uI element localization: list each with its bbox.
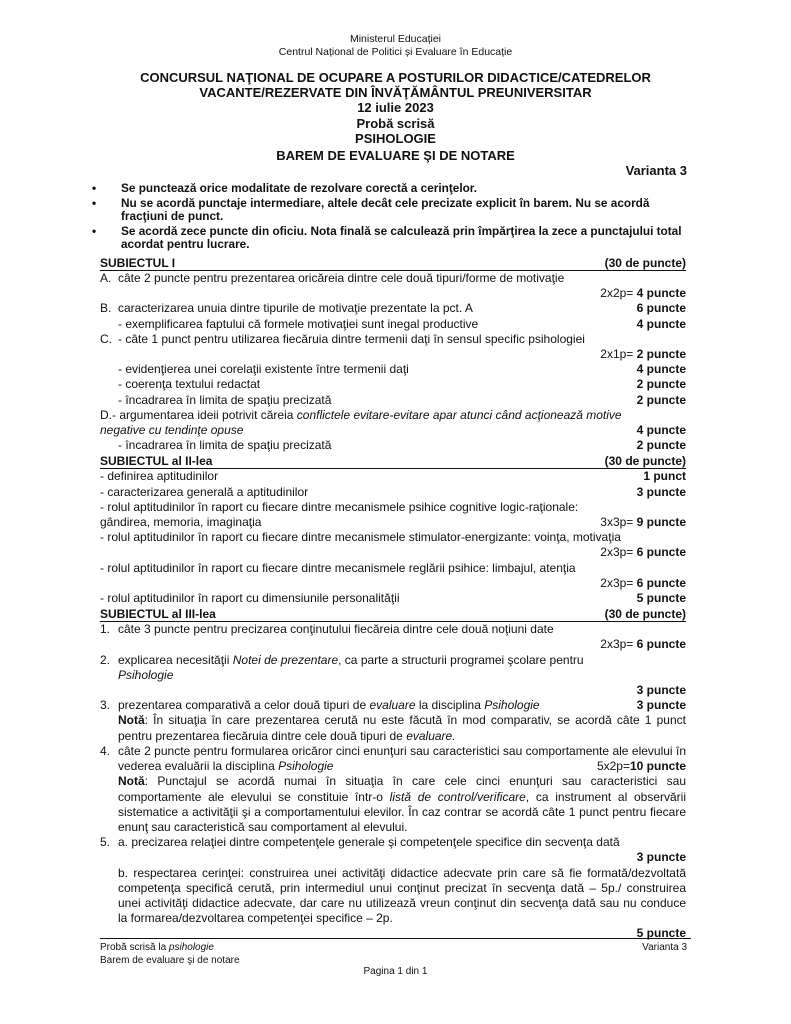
section-title: SUBIECTUL al III-lea bbox=[100, 607, 216, 622]
ministry-header: Ministerul Educației bbox=[349, 33, 442, 45]
s2-row-4: - rolul aptitudinilor în raport cu fiecare dintre mecanismele stimulator-energizante: voinţa, motivaţia bbox=[100, 530, 621, 545]
section-points: (30 de puncte) bbox=[604, 607, 686, 622]
item-c2: - evidenţierea unei corelaţii existente între termenii daţi 4 puncte bbox=[118, 362, 686, 377]
exam-date: 12 iulie 2023 bbox=[357, 100, 434, 116]
document-title bbox=[90, 70, 701, 146]
footer-left: Probă scrisă la psihologie Barem de evaluare şi de notare bbox=[100, 942, 240, 966]
title-line-2: VACANTE/REZERVATE DIN ÎNVĂŢĂMÂNTUL PREUNIVERSITAR bbox=[199, 85, 592, 101]
section-header-1 bbox=[100, 256, 686, 271]
item-d-cont: negative cu tendinţe opuse 4 puncte bbox=[100, 423, 686, 438]
s3-item-2-score: 3 puncte bbox=[636, 683, 686, 698]
section-points: (30 de puncte) bbox=[604, 256, 686, 270]
exam-type: Probă scrisă bbox=[356, 115, 435, 131]
item-c-score: 2x1p= 2 puncte bbox=[600, 347, 686, 362]
s2-row-5-score: 2x3p= 6 puncte bbox=[600, 575, 686, 590]
s2-row-1: - definirea aptitudinilor 1 punct bbox=[100, 469, 686, 484]
item-a-score: 2x2p= 4 puncte bbox=[600, 286, 686, 301]
item-c3: - coerenţa textului redactat 2 puncte bbox=[118, 377, 686, 392]
s3-item-1-score: 2x3p= 6 puncte bbox=[600, 637, 686, 652]
section-title: SUBIECTUL I bbox=[100, 256, 176, 270]
barem-content bbox=[100, 255, 686, 942]
item-b: B. caracterizarea unuia dintre tipurile de motivaţie prezentate la pct. A 6 puncte bbox=[100, 301, 686, 316]
footer-variant: Varianta 3 bbox=[642, 942, 687, 953]
section-points: (30 de puncte) bbox=[604, 454, 686, 469]
item-b2: - exemplificarea faptului că formele motivaţiei sunt inegal productive 4 puncte bbox=[118, 316, 686, 331]
s3-item-3-note: Notă: În situaţia în care prezentarea cerută nu este făcută în mod comparativ, se acordă câte 1 punct pentru prezentarea fiecăruia dintre cele două tipuri de evaluare. bbox=[118, 713, 686, 743]
section-title: SUBIECTUL al II-lea bbox=[100, 454, 213, 469]
bullet-icon: • bbox=[92, 195, 97, 210]
bullet-icon: • bbox=[92, 223, 97, 238]
s2-row-3-cont: gândirea, memoria, imaginaţia 3x3p= 9 puncte bbox=[100, 515, 686, 530]
s2-row-2: - caracterizarea generală a aptitudinilor 3 puncte bbox=[100, 484, 686, 499]
s3-item-4-note: Notă: Punctajul se acordă numai în situaţia în care cele cinci enunţuri sau caracteristici sau comportamente ale elevului se constituie într-o listă de control/verificare, ca instrument al observării sistematice a activităţii şi a comportamentului elevilor. În caz contrar se acordă câte 1 punct pentru fiecare enunţ sau caracteristică sau comportament al elevului. bbox=[118, 774, 686, 834]
s3-item-2: 2. explicarea necesităţii Notei de prezentare, ca parte a structurii programei şcolare pentru Psihologie bbox=[100, 652, 584, 682]
s3-item-1: 1. câte 3 puncte pentru precizarea conţinutului fiecăreia dintre cele două noţiuni date bbox=[100, 622, 554, 637]
general-rules bbox=[92, 182, 692, 253]
barem-title: BAREM DE EVALUARE ŞI DE NOTARE bbox=[276, 148, 515, 163]
s2-row-5: - rolul aptitudinilor în raport cu fiecare dintre mecanismele reglării psihice: limbajul, atenţia bbox=[100, 560, 576, 575]
rule-item: • Se acordă zece puncte din oficiu. Nota finală se calculează prin împărţirea la zece a punctajului total acordat pentru lucrare. bbox=[92, 223, 682, 251]
bullet-icon: • bbox=[92, 181, 97, 195]
item-label: A. bbox=[100, 271, 112, 285]
section-header-2 bbox=[100, 454, 686, 469]
rule-item: • Se punctează orice modalitate de rezolvare corectă a cerinţelor. bbox=[92, 181, 478, 195]
s3-item-5b: b. respectarea cerinţei: construirea unei activităţi didactice adecvate prin care să fie formată/dezvoltată competenţa specifică cerută, prin intermediul unui conţinut precizat în secvenţa dată – 5p./ construirea unei activităţi didactice adecvate, dar care nu utilizează vreun conţinut din secvenţa dată sau nu conduce la formarea/dezvoltarea competenţei specifice – 2p. bbox=[118, 865, 686, 926]
s3-item-3: 3. prezentarea comparativă a celor două tipuri de evaluare la disciplina Psihologie 3 puncte bbox=[100, 698, 686, 713]
s3-item-5a: 5. a. precizarea relaţiei dintre competenţele generale şi competenţele specifice din secvenţa dată bbox=[100, 835, 620, 850]
item-d: D.- argumentarea ideii potrivit căreia conflictele evitare-evitare apar atunci când acţionează motive bbox=[100, 407, 622, 422]
item-c4: - încadrarea în limita de spaţiu precizată 2 puncte bbox=[118, 392, 686, 407]
title-line-1: CONCURSUL NAŢIONAL DE OCUPARE A POSTURILOR DIDACTICE/CATEDRELOR bbox=[140, 70, 651, 85]
s2-row-4-score: 2x3p= 6 puncte bbox=[600, 545, 686, 560]
center-header: Centrul Național de Politici și Evaluare în Educație bbox=[278, 46, 513, 58]
item-a bbox=[100, 271, 686, 286]
s3-item-5b-score: 5 puncte bbox=[636, 926, 686, 941]
footer-divider bbox=[100, 938, 691, 939]
item-text: câte 2 puncte pentru prezentarea oricăreia dintre cele două tipuri/forme de motivaţie bbox=[118, 271, 565, 285]
rule-item: • Nu se acordă punctaje intermediare, altele decât cele precizate explicit în barem. Nu se acordă fracţiuni de punct. bbox=[92, 195, 650, 223]
s2-row-6: - rolul aptitudinilor în raport cu dimensiunile personalităţii 5 puncte bbox=[100, 591, 686, 606]
item-c: C. - câte 1 punct pentru utilizarea fiecăruia dintre termenii daţi în sensul specific psihologiei bbox=[100, 331, 585, 346]
variant-label: Varianta 3 bbox=[625, 163, 687, 178]
s3-item-4: 4. câte 2 puncte pentru formularea oricăror cinci enunţuri sau caracteristici sau comportamente ale elevului în vederea evaluării la disciplina Psihologie 5x2p=10 puncte bbox=[100, 743, 686, 774]
item-d2: - încadrarea în limita de spaţiu precizată 2 puncte bbox=[118, 438, 686, 453]
exam-subject: PSIHOLOGIE bbox=[355, 130, 436, 146]
page-number: Pagina 1 din 1 bbox=[363, 966, 428, 977]
s2-row-3: - rolul aptitudinilor în raport cu fiecare dintre mecanismele psihice cognitive logic-raţionale: bbox=[100, 499, 579, 514]
s3-item-5a-score: 3 puncte bbox=[636, 850, 686, 865]
section-header-3 bbox=[100, 607, 686, 622]
